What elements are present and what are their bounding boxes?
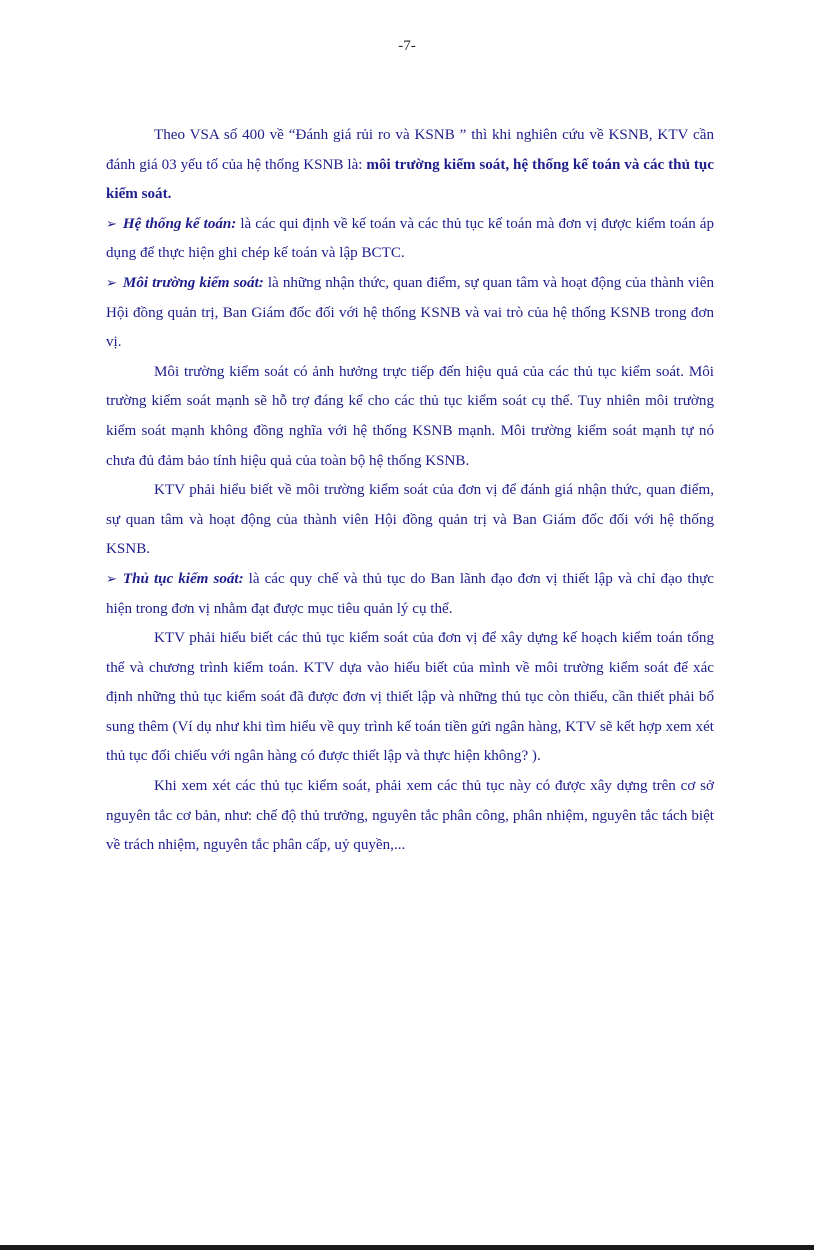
arrow-bullet-icon: ➢ bbox=[106, 275, 117, 291]
paragraph-procedures-2: Khi xem xét các thủ tục kiểm soát, phải xem các thủ tục này có được xây dựng trên cơ sở nguyên tắc cơ bản, như: chế độ thủ trưởng, nguyên tắc phân công, phân nhiệm, nguyên tắc tách biệt về trách nhiệm, nguyên tắc phân cấp, uỷ quyền,... bbox=[106, 778, 714, 854]
bullet-accounting-system bbox=[106, 210, 714, 269]
intro-paragraph bbox=[106, 121, 714, 210]
document-body bbox=[106, 121, 714, 861]
paragraph-environment-2: KTV phải hiểu biết về môi trường kiểm soát của đơn vị để đánh giá nhận thức, quan điểm, sự quan tâm và hoạt động của thành viên Hội đồng quản trị và Ban Giám đốc đối với hệ thống KSNB. bbox=[106, 482, 714, 558]
arrow-bullet-icon: ➢ bbox=[106, 571, 117, 587]
page-number: -7- bbox=[398, 38, 416, 54]
bullet-text: là những nhận thức, quan điểm, sự quan tâm và hoạt động của thành viên Hội đồng quản trị, Ban Giám đốc đối với hệ thống KSNB và vai trò của hệ thống KSNB trong đơn vị. bbox=[106, 274, 714, 351]
bullet-control-procedures bbox=[106, 565, 714, 624]
bullet-control-environment bbox=[106, 269, 714, 358]
paragraph-environment-1: Môi trường kiểm soát có ảnh hưởng trực tiếp đến hiệu quả của các thủ tục kiểm soát. Môi trường kiểm soát mạnh sẽ hỗ trợ đáng kể cho các thủ tục kiểm soát cụ thể. Tuy nhiên môi trường kiểm soát mạnh không đồng nghĩa với hệ thống KSNB mạnh. Môi trường kiểm soát mạnh tự nó chưa đủ đảm bảo tính hiệu quả của toàn bộ hệ thống KSNB. bbox=[106, 363, 714, 469]
bullet-term: Hệ thống kế toán: bbox=[122, 215, 237, 232]
bullet-term: Môi trường kiểm soát: bbox=[122, 274, 264, 291]
bullet-text: là các quy chế và thủ tục do Ban lãnh đạo đơn vị thiết lập và chỉ đạo thực hiện trong đơn vị nhằm đạt được mục tiêu quản lý cụ thể. bbox=[106, 570, 714, 617]
bullet-text: là các qui định về kế toán và các thủ tục kế toán mà đơn vị được kiểm toán áp dụng để thực hiện ghi chép kế toán và lập BCTC. bbox=[106, 215, 714, 262]
bullet-term: Thủ tục kiểm soát: bbox=[122, 570, 244, 587]
intro-bold-text: môi trường kiểm soát, hệ thống kế toán và các thủ tục kiểm soát. bbox=[106, 156, 714, 203]
intro-text: Theo VSA số 400 về “Đánh giá rủi ro và KSNB ” thì khi nghiên cứu về KSNB, KTV cần đánh giá 03 yếu tố của hệ thống KSNB là: bbox=[106, 127, 714, 173]
arrow-bullet-icon: ➢ bbox=[106, 216, 117, 232]
bottom-border bbox=[0, 1245, 814, 1250]
paragraph-procedures-1: KTV phải hiểu biết các thủ tục kiểm soát của đơn vị để xây dựng kế hoạch kiểm toán tổng thể và chương trình kiểm toán. KTV dựa vào hiểu biết của mình về môi trường kiểm soát để xác định những thủ tục kiểm soát đã được đơn vị thiết lập và những thủ tục còn thiếu, cần thiết phải bổ sung thêm (Ví dụ như khi tìm hiểu về quy trình kế toán tiền gửi ngân hàng, KTV sẽ kết hợp xem xét thủ tục đối chiếu với ngân hàng có được thiết lập và thực hiện không? ). bbox=[106, 630, 714, 765]
